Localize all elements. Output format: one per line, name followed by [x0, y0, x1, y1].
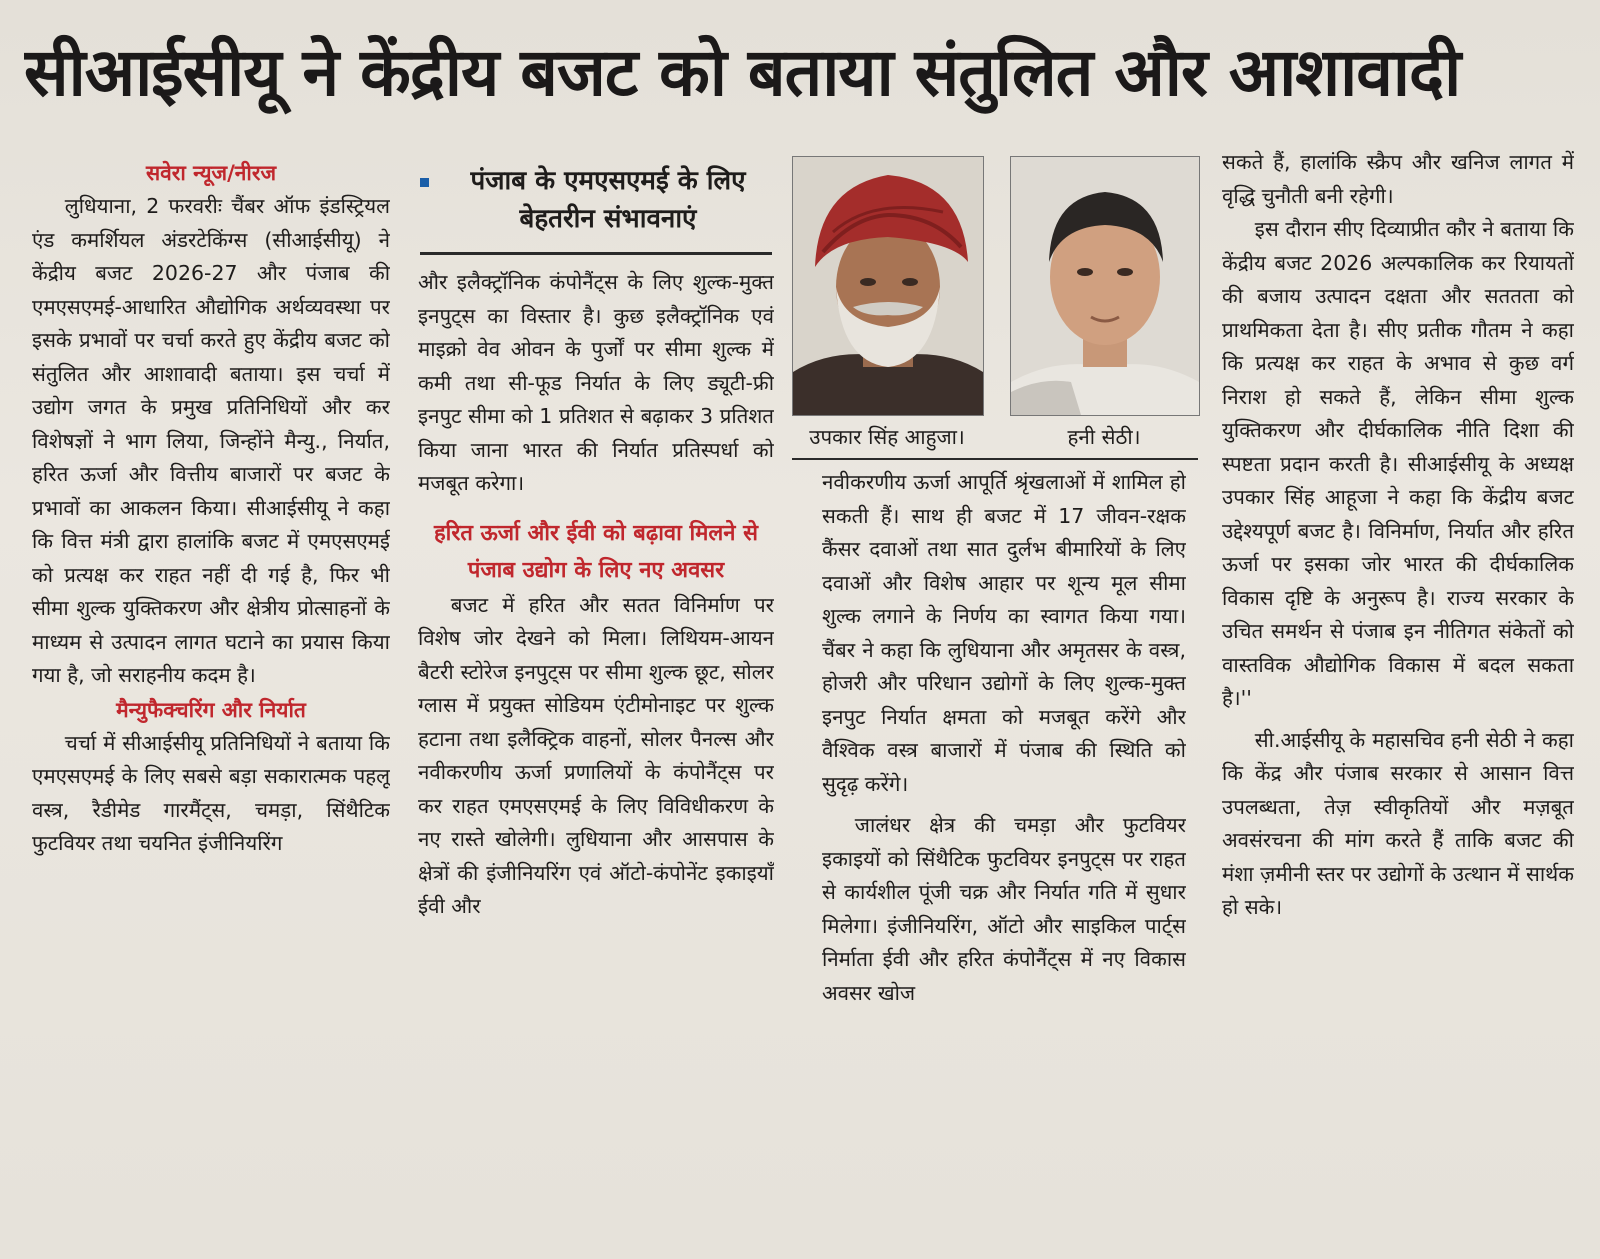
column-1-paragraph-2: चर्चा में सीआईसीयू प्रतिनिधियों ने बताया कि एमएसएमई के लिए सबसे बड़ा सकारात्मक पहलू वस्त्र, रैडीमेड गारमैंट्स, चमड़ा, सिंथैटिक फुटवियर तथा चयनित इंजीनियरिंग — [32, 730, 390, 855]
subhead-manufacturing: मैन्युफैक्चरिंग और निर्यात — [116, 697, 306, 722]
column-2 — [418, 266, 774, 1228]
photo-caption-left: उपकार सिंह आहुजा। — [809, 425, 965, 449]
column-3 — [822, 466, 1186, 1228]
photo-caption-right: हनी सेठी। — [1067, 425, 1141, 449]
portrait-photo-left — [792, 156, 984, 416]
sidebox-heading — [420, 156, 772, 255]
column-4-paragraph-1: सकते हैं, हालांकि स्क्रैप और खनिज लागत में वृद्धि चुनौती बनी रहेगी। — [1222, 150, 1574, 208]
column-4 — [1222, 146, 1574, 1228]
column-3-paragraph-2: जालंधर क्षेत्र की चमड़ा और फुटवियर इकाइयों को सिंथैटिक फुटवियर इनपुट्स पर राहत से कार्यशील पूंजी चक्र और निर्यात गति में सुधार मिलेगा। इंजीनियरिंग, ऑटो और साइकिल पार्ट्स निर्माता ईवी और हरित कंपोनैंट्स में नए विकास अवसर खोज — [822, 813, 1186, 1005]
column-2-paragraph-1: और इलैक्ट्रॉनिक कंपोनैंट्स के लिए शुल्क-मुक्त इनपुट्स का विस्तार है। कुछ इलैक्ट्रॉनिक एवं माइक्रो वेव ओवन के पुर्जों पर सीमा शुल्क में कमी तथा सी-फूड निर्यात के लिए ड्यूटी-फ्री इनपुट सीमा को 1 प्रतिशत से बढ़ाकर 3 प्रतिशत किया जाना भारत की निर्यात प्रतिस्पर्धा को मजबूत करेगा। — [418, 270, 774, 495]
headline: सीआईसीयू ने केंद्रीय बजट को बताया संतुलित और आशावादी — [24, 34, 1461, 111]
column-1-paragraph-1: लुधियाना, 2 फरवरीः चैंबर ऑफ इंडस्ट्रियल एंड कमर्शियल अंडरटेकिंग्स (सीआईसीयू) ने केंद्रीय बजट 2026-27 और पंजाब की एमएसएमई-आधारित औद्योगिक अर्थव्यवस्था पर इसके प्रभावों पर चर्चा करते हुए केंद्रीय बजट को संतुलित और आशावादी बताया। इस चर्चा में उद्योग जगत के प्रमुख प्रतिनिधियों और कर विशेषज्ञों ने भाग लिया, जिन्होंने मैन्यु., निर्यात, हरित ऊर्जा और वित्तीय बाजारों पर बजट के प्रभावों का आकलन किया। सीआईसीयू ने कहा कि वित्त मंत्री द्वारा हालांकि बजट में एमएसएमई को प्रत्यक्ष कर राहत नहीं दी गई है, फिर भी सीमा शुल्क युक्तिकरण और क्षेत्रीय प्रोत्साहनों के माध्यम से उत्पादन लागत घटाने का प्रयास किया गया है, जो सराहनीय कदम है। — [32, 194, 390, 687]
caption-divider — [792, 458, 1198, 460]
column-1 — [32, 156, 390, 1226]
column-3-paragraph-1: नवीकरणीय ऊर्जा आपूर्ति श्रृंखलाओं में शामिल हो सकती हैं। साथ ही बजट में 17 जीवन-रक्षक कैंसर दवाओं तथा सात दुर्लभ बीमारियों के लिए दवाओं और विशेष आहार पर शून्य मूल सीमा शुल्क लगाने के निर्णय का स्वागत किया गया। चैंबर ने कहा कि लुधियाना और अमृतसर के वस्त्र, होजरी और परिधान उद्योगों के लिए शुल्क-मुक्त इनपुट निर्यात क्षमता को मजबूत करेंगे और वैश्विक वस्त्र बाजारों में पंजाब की स्थिति को सुदृढ़ करेंगे। — [822, 470, 1186, 796]
portrait-photo-right — [1010, 156, 1200, 416]
bullet-square-icon — [420, 178, 429, 187]
column-4-paragraph-3: सी.आईसीयू के महासचिव हनी सेठी ने कहा कि केंद्र और पंजाब सरकार से आसान वित्त उपलब्धता, तेज़ स्वीकृतियों और मज़बूत अवसंरचना की मांग करते हैं ताकि बजट की मंशा ज़मीनी स्तर पर उद्योगों के उत्थान में सार्थक हो सके। — [1222, 727, 1574, 919]
sidebox-title: पंजाब के एमएसएमई के लिए बेहतरीन संभावनाएं — [470, 166, 746, 234]
column-2-paragraph-2: बजट में हरित और सतत विनिर्माण पर विशेष जोर देखने को मिला। लिथियम-आयन बैटरी स्टोरेज इनपुट्स पर सीमा शुल्क छूट, सोलर ग्लास में प्रयुक्त सोडियम एंटीमोनाइट पर शुल्क हटाना तथा इलैक्ट्रिक वाहनों, सोलर पैनल्स और नवीकरणीय ऊर्जा प्रणालियों के कंपोनैंट्स पर कर राहत एमएसएमई के लिए विविधीकरण के नए रास्ते खोलेगी। लुधियाना और आसपास के क्षेत्रों की इंजीनियरिंग एवं ऑटो-कंपोनेंट इकाइयाँ ईवी और — [418, 592, 774, 918]
man-portrait — [1011, 157, 1199, 415]
turban-man-portrait — [793, 157, 983, 415]
subhead-green-energy: हरित ऊर्जा और ईवी को बढ़ावा मिलने से पंजाब उद्योग के लिए नए अवसर — [433, 520, 759, 583]
byline: सवेरा न्यूज/नीरज — [145, 161, 277, 185]
column-4-paragraph-2: इस दौरान सीए दिव्याप्रीत कौर ने बताया कि केंद्रीय बजट 2026 अल्पकालिक कर रियायतों की बजाय उत्पादन दक्षता और सततता को प्राथमिकता देता है। सीए प्रतीक गौतम ने कहा कि प्रत्यक्ष कर राहत के अभाव से कुछ वर्ग निराश हो सकते हैं, लेकिन सीमा शुल्क युक्तिकरण और दीर्घकालिक नीति दिशा की स्पष्टता प्रदान करती है। सीआईसीयू के अध्यक्ष उपकार सिंह आहूजा ने कहा कि केंद्रीय बजट उद्देश्यपूर्ण बजट है। विनिर्माण, निर्यात और हरित ऊर्जा पर इसका जोर भारत की दीर्घकालिक विकास दृष्टि के अनुरूप है। राज्य सरकार के उचित समर्थन से पंजाब इन नीतिगत संकेतों को वास्तविक औद्योगिक विकास में बदल सकता है।'' — [1222, 217, 1574, 710]
